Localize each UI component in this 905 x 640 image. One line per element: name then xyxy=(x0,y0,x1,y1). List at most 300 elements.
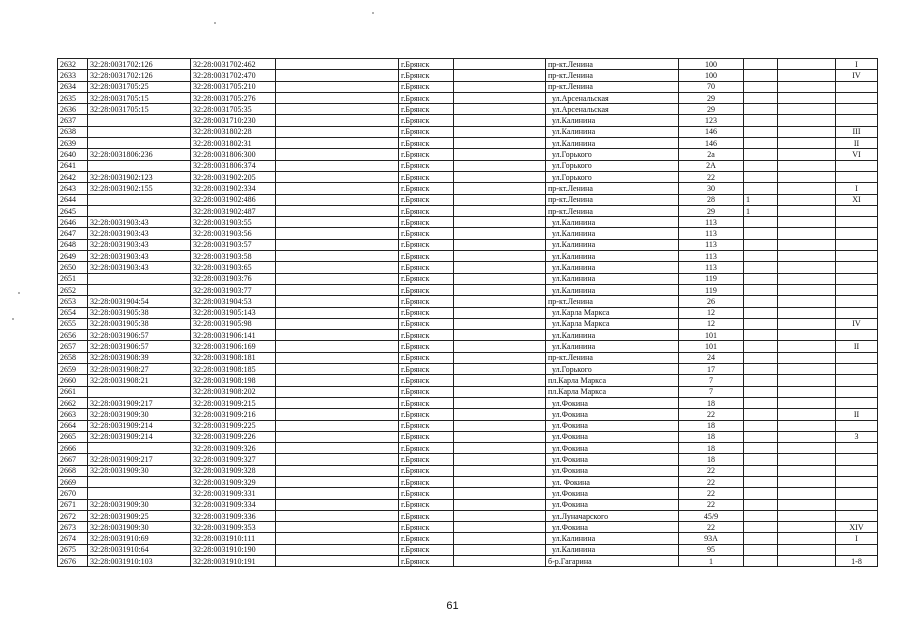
cadastral-number-cell: 32:28:0031909:326 xyxy=(191,443,276,454)
building-number-cell xyxy=(744,296,778,307)
premises-number-cell xyxy=(836,544,878,555)
empty-cell-cell xyxy=(454,544,546,555)
empty-cell-cell xyxy=(276,409,399,420)
table-row xyxy=(58,510,878,521)
parent-cadastral-number-cell: 32:28:0031909:30 xyxy=(88,465,191,476)
empty-cell-cell xyxy=(454,115,546,126)
row-number-cell: 2644 xyxy=(58,194,88,205)
city-cell: г.Брянск xyxy=(399,205,454,216)
empty-cell-cell xyxy=(454,556,546,567)
street-cell: пр-кт.Ленина xyxy=(546,205,679,216)
cadastral-number-cell: 32:28:0031702:470 xyxy=(191,70,276,81)
row-number-cell: 2639 xyxy=(58,138,88,149)
parent-cadastral-number-cell: 32:28:0031909:30 xyxy=(88,499,191,510)
parent-cadastral-number-cell xyxy=(88,443,191,454)
empty-cell-cell xyxy=(454,160,546,171)
empty-cell-cell xyxy=(454,533,546,544)
empty-cell-cell xyxy=(778,533,836,544)
parent-cadastral-number-cell xyxy=(88,273,191,284)
city-cell: г.Брянск xyxy=(399,194,454,205)
house-number-cell: 146 xyxy=(679,138,744,149)
parent-cadastral-number-cell: 32:28:0031909:25 xyxy=(88,510,191,521)
empty-cell-cell xyxy=(276,138,399,149)
street-cell: ул.Фокина xyxy=(546,454,679,465)
row-number-cell: 2635 xyxy=(58,92,88,103)
cadastral-number-cell: 32:28:0031909:334 xyxy=(191,499,276,510)
building-number-cell xyxy=(744,352,778,363)
cadastral-number-cell: 32:28:0031903:55 xyxy=(191,217,276,228)
parent-cadastral-number-cell: 32:28:0031903:43 xyxy=(88,228,191,239)
premises-number-cell xyxy=(836,386,878,397)
table-row xyxy=(58,465,878,476)
house-number-cell: 1 xyxy=(679,556,744,567)
building-number-cell xyxy=(744,420,778,431)
parent-cadastral-number-cell: 32:28:0031705:25 xyxy=(88,81,191,92)
row-number-cell: 2668 xyxy=(58,465,88,476)
city-cell: г.Брянск xyxy=(399,341,454,352)
building-number-cell xyxy=(744,341,778,352)
premises-number-cell: IV xyxy=(836,70,878,81)
empty-cell-cell xyxy=(454,171,546,182)
table-row xyxy=(58,115,878,126)
street-cell: ул.Карла Маркса xyxy=(546,318,679,329)
page-number: 61 xyxy=(446,600,459,612)
row-number-cell: 2634 xyxy=(58,81,88,92)
row-number-cell: 2659 xyxy=(58,364,88,375)
cadastral-number-cell: 32:28:0031902:486 xyxy=(191,194,276,205)
building-number-cell xyxy=(744,262,778,273)
city-cell: г.Брянск xyxy=(399,318,454,329)
house-number-cell: 29 xyxy=(679,92,744,103)
empty-cell-cell xyxy=(778,409,836,420)
parent-cadastral-number-cell: 32:28:0031902:123 xyxy=(88,171,191,182)
empty-cell-cell xyxy=(778,397,836,408)
cadastral-number-cell: 32:28:0031806:300 xyxy=(191,149,276,160)
building-number-cell xyxy=(744,454,778,465)
row-number-cell: 2637 xyxy=(58,115,88,126)
house-number-cell: 29 xyxy=(679,205,744,216)
street-cell: ул.Арсенальская xyxy=(546,92,679,103)
building-number-cell xyxy=(744,228,778,239)
cadastral-number-cell: 32:28:0031909:329 xyxy=(191,476,276,487)
parent-cadastral-number-cell: 32:28:0031909:30 xyxy=(88,409,191,420)
row-number-cell: 2642 xyxy=(58,171,88,182)
cadastral-number-cell: 32:28:0031906:141 xyxy=(191,330,276,341)
city-cell: г.Брянск xyxy=(399,104,454,115)
parent-cadastral-number-cell: 32:28:0031903:43 xyxy=(88,239,191,250)
city-cell: г.Брянск xyxy=(399,375,454,386)
table-row xyxy=(58,375,878,386)
empty-cell-cell xyxy=(454,273,546,284)
empty-cell-cell xyxy=(454,341,546,352)
row-number-cell: 2643 xyxy=(58,183,88,194)
premises-number-cell: II xyxy=(836,138,878,149)
city-cell: г.Брянск xyxy=(399,420,454,431)
house-number-cell: 70 xyxy=(679,81,744,92)
cadastral-number-cell: 32:28:0031909:353 xyxy=(191,522,276,533)
empty-cell-cell xyxy=(454,92,546,103)
premises-number-cell xyxy=(836,273,878,284)
city-cell: г.Брянск xyxy=(399,488,454,499)
house-number-cell: 30 xyxy=(679,183,744,194)
premises-number-cell xyxy=(836,364,878,375)
street-cell: ул.Фокина xyxy=(546,465,679,476)
empty-cell-cell xyxy=(778,194,836,205)
empty-cell-cell xyxy=(778,352,836,363)
street-cell: ул.Калинина xyxy=(546,262,679,273)
table-row xyxy=(58,499,878,510)
parent-cadastral-number-cell: 32:28:0031905:38 xyxy=(88,307,191,318)
premises-number-cell xyxy=(836,488,878,499)
city-cell: г.Брянск xyxy=(399,138,454,149)
row-number-cell: 2661 xyxy=(58,386,88,397)
house-number-cell: 18 xyxy=(679,443,744,454)
empty-cell-cell xyxy=(276,522,399,533)
parent-cadastral-number-cell: 32:28:0031705:15 xyxy=(88,92,191,103)
empty-cell-cell xyxy=(454,476,546,487)
cadastral-number-cell: 32:28:0031905:143 xyxy=(191,307,276,318)
empty-cell-cell xyxy=(778,443,836,454)
row-number-cell: 2672 xyxy=(58,510,88,521)
house-number-cell: 28 xyxy=(679,194,744,205)
cadastral-number-cell: 32:28:0031903:65 xyxy=(191,262,276,273)
parent-cadastral-number-cell xyxy=(88,488,191,499)
parent-cadastral-number-cell xyxy=(88,115,191,126)
parent-cadastral-number-cell: 32:28:0031909:214 xyxy=(88,420,191,431)
city-cell: г.Брянск xyxy=(399,533,454,544)
empty-cell-cell xyxy=(276,364,399,375)
building-number-cell xyxy=(744,183,778,194)
empty-cell-cell xyxy=(778,160,836,171)
empty-cell-cell xyxy=(276,454,399,465)
street-cell: ул.Горького xyxy=(546,160,679,171)
house-number-cell: 101 xyxy=(679,341,744,352)
house-number-cell: 100 xyxy=(679,59,744,70)
empty-cell-cell xyxy=(276,81,399,92)
empty-cell-cell xyxy=(454,307,546,318)
empty-cell-cell xyxy=(454,194,546,205)
street-cell: ул.Калинина xyxy=(546,544,679,555)
street-cell: ул.Горького xyxy=(546,364,679,375)
row-number-cell: 2673 xyxy=(58,522,88,533)
city-cell: г.Брянск xyxy=(399,171,454,182)
empty-cell-cell xyxy=(276,251,399,262)
street-cell: ул.Фокина xyxy=(546,522,679,533)
street-cell: ул.Фокина xyxy=(546,499,679,510)
scan-speck xyxy=(372,12,374,14)
cadastral-number-cell: 32:28:0031909:225 xyxy=(191,420,276,431)
cadastral-number-cell: 32:28:0031902:205 xyxy=(191,171,276,182)
house-number-cell: 2А xyxy=(679,160,744,171)
premises-number-cell xyxy=(836,330,878,341)
street-cell: пр-кт.Ленина xyxy=(546,296,679,307)
row-number-cell: 2638 xyxy=(58,126,88,137)
street-cell: ул.Калинина xyxy=(546,217,679,228)
premises-number-cell xyxy=(836,296,878,307)
empty-cell-cell xyxy=(276,217,399,228)
city-cell: г.Брянск xyxy=(399,149,454,160)
city-cell: г.Брянск xyxy=(399,352,454,363)
parent-cadastral-number-cell xyxy=(88,126,191,137)
row-number-cell: 2675 xyxy=(58,544,88,555)
house-number-cell: 113 xyxy=(679,239,744,250)
row-number-cell: 2640 xyxy=(58,149,88,160)
empty-cell-cell xyxy=(778,431,836,442)
building-number-cell: 1 xyxy=(744,205,778,216)
empty-cell-cell xyxy=(778,59,836,70)
empty-cell-cell xyxy=(778,544,836,555)
empty-cell-cell xyxy=(276,284,399,295)
building-number-cell xyxy=(744,273,778,284)
house-number-cell: 22 xyxy=(679,465,744,476)
house-number-cell: 12 xyxy=(679,307,744,318)
parent-cadastral-number-cell: 32:28:0031908:27 xyxy=(88,364,191,375)
cadastral-number-cell: 32:28:0031909:226 xyxy=(191,431,276,442)
building-number-cell xyxy=(744,533,778,544)
building-number-cell xyxy=(744,318,778,329)
row-number-cell: 2666 xyxy=(58,443,88,454)
scan-speck xyxy=(12,318,14,320)
street-cell: ул.Фокина xyxy=(546,443,679,454)
parent-cadastral-number-cell: 32:28:0031908:39 xyxy=(88,352,191,363)
parent-cadastral-number-cell: 32:28:0031903:43 xyxy=(88,251,191,262)
table-row xyxy=(58,420,878,431)
empty-cell-cell xyxy=(276,115,399,126)
street-cell: пр-кт.Ленина xyxy=(546,70,679,81)
table-row xyxy=(58,70,878,81)
premises-number-cell xyxy=(836,307,878,318)
empty-cell-cell xyxy=(778,318,836,329)
cadastral-number-cell: 32:28:0031909:328 xyxy=(191,465,276,476)
empty-cell-cell xyxy=(454,330,546,341)
empty-cell-cell xyxy=(454,488,546,499)
premises-number-cell xyxy=(836,476,878,487)
row-number-cell: 2662 xyxy=(58,397,88,408)
house-number-cell: 12 xyxy=(679,318,744,329)
empty-cell-cell xyxy=(454,183,546,194)
street-cell: пр-кт.Ленина xyxy=(546,352,679,363)
city-cell: г.Брянск xyxy=(399,476,454,487)
row-number-cell: 2660 xyxy=(58,375,88,386)
premises-number-cell xyxy=(836,228,878,239)
street-cell: пр-кт.Ленина xyxy=(546,59,679,70)
empty-cell-cell xyxy=(454,70,546,81)
city-cell: г.Брянск xyxy=(399,330,454,341)
empty-cell-cell xyxy=(276,397,399,408)
street-cell: ул.Калинина xyxy=(546,533,679,544)
premises-number-cell xyxy=(836,375,878,386)
empty-cell-cell xyxy=(778,262,836,273)
building-number-cell xyxy=(744,70,778,81)
street-cell: ул.Калинина xyxy=(546,126,679,137)
city-cell: г.Брянск xyxy=(399,510,454,521)
parent-cadastral-number-cell: 32:28:0031906:57 xyxy=(88,330,191,341)
table-row xyxy=(58,262,878,273)
building-number-cell xyxy=(744,251,778,262)
premises-number-cell: II xyxy=(836,341,878,352)
cadastral-number-cell: 32:28:0031909:327 xyxy=(191,454,276,465)
table-row xyxy=(58,126,878,137)
table-row xyxy=(58,522,878,533)
empty-cell-cell xyxy=(276,296,399,307)
city-cell: г.Брянск xyxy=(399,126,454,137)
table-row xyxy=(58,386,878,397)
table-row xyxy=(58,397,878,408)
table-row xyxy=(58,431,878,442)
premises-number-cell xyxy=(836,443,878,454)
empty-cell-cell xyxy=(454,409,546,420)
cadastral-number-cell: 32:28:0031902:487 xyxy=(191,205,276,216)
premises-number-cell: I xyxy=(836,533,878,544)
row-number-cell: 2669 xyxy=(58,476,88,487)
house-number-cell: 24 xyxy=(679,352,744,363)
empty-cell-cell xyxy=(276,171,399,182)
parent-cadastral-number-cell xyxy=(88,386,191,397)
city-cell: г.Брянск xyxy=(399,397,454,408)
empty-cell-cell xyxy=(276,499,399,510)
row-number-cell: 2652 xyxy=(58,284,88,295)
premises-number-cell xyxy=(836,239,878,250)
parent-cadastral-number-cell xyxy=(88,284,191,295)
empty-cell-cell xyxy=(454,397,546,408)
empty-cell-cell xyxy=(778,375,836,386)
registry-table-container xyxy=(57,58,878,567)
empty-cell-cell xyxy=(454,104,546,115)
cadastral-number-cell: 32:28:0031710:230 xyxy=(191,115,276,126)
city-cell: г.Брянск xyxy=(399,92,454,103)
table-row xyxy=(58,171,878,182)
city-cell: г.Брянск xyxy=(399,443,454,454)
empty-cell-cell xyxy=(454,386,546,397)
street-cell: пр-кт.Ленина xyxy=(546,183,679,194)
cadastral-number-cell: 32:28:0031908:185 xyxy=(191,364,276,375)
building-number-cell xyxy=(744,284,778,295)
city-cell: г.Брянск xyxy=(399,217,454,228)
building-number-cell xyxy=(744,330,778,341)
scan-speck xyxy=(18,292,20,294)
cadastral-number-cell: 32:28:0031910:190 xyxy=(191,544,276,555)
empty-cell-cell xyxy=(276,420,399,431)
house-number-cell: 22 xyxy=(679,499,744,510)
cadastral-number-cell: 32:28:0031909:216 xyxy=(191,409,276,420)
empty-cell-cell xyxy=(454,510,546,521)
parent-cadastral-number-cell: 32:28:0031909:217 xyxy=(88,397,191,408)
house-number-cell: 113 xyxy=(679,262,744,273)
empty-cell-cell xyxy=(276,70,399,81)
street-cell: ул.Горького xyxy=(546,171,679,182)
empty-cell-cell xyxy=(454,296,546,307)
empty-cell-cell xyxy=(276,386,399,397)
premises-number-cell xyxy=(836,262,878,273)
building-number-cell xyxy=(744,443,778,454)
registry-table-body xyxy=(58,59,878,567)
empty-cell-cell xyxy=(778,183,836,194)
city-cell: г.Брянск xyxy=(399,115,454,126)
row-number-cell: 2646 xyxy=(58,217,88,228)
house-number-cell: 26 xyxy=(679,296,744,307)
house-number-cell: 22 xyxy=(679,488,744,499)
row-number-cell: 2654 xyxy=(58,307,88,318)
empty-cell-cell xyxy=(454,443,546,454)
building-number-cell xyxy=(744,239,778,250)
empty-cell-cell xyxy=(778,115,836,126)
cadastral-number-cell: 32:28:0031902:334 xyxy=(191,183,276,194)
empty-cell-cell xyxy=(778,522,836,533)
premises-number-cell: I xyxy=(836,183,878,194)
empty-cell-cell xyxy=(778,217,836,228)
empty-cell-cell xyxy=(454,138,546,149)
parent-cadastral-number-cell: 32:28:0031910:103 xyxy=(88,556,191,567)
empty-cell-cell xyxy=(778,296,836,307)
empty-cell-cell xyxy=(276,59,399,70)
empty-cell-cell xyxy=(454,205,546,216)
street-cell: ул.Фокина xyxy=(546,488,679,499)
premises-number-cell xyxy=(836,284,878,295)
row-number-cell: 2670 xyxy=(58,488,88,499)
building-number-cell xyxy=(744,476,778,487)
city-cell: г.Брянск xyxy=(399,228,454,239)
empty-cell-cell xyxy=(454,375,546,386)
building-number-cell xyxy=(744,138,778,149)
empty-cell-cell xyxy=(778,454,836,465)
row-number-cell: 2674 xyxy=(58,533,88,544)
building-number-cell xyxy=(744,171,778,182)
house-number-cell: 113 xyxy=(679,251,744,262)
parent-cadastral-number-cell: 32:28:0031909:30 xyxy=(88,522,191,533)
empty-cell-cell xyxy=(454,59,546,70)
empty-cell-cell xyxy=(276,104,399,115)
empty-cell-cell xyxy=(276,262,399,273)
city-cell: г.Брянск xyxy=(399,386,454,397)
parent-cadastral-number-cell: 32:28:0031909:214 xyxy=(88,431,191,442)
empty-cell-cell xyxy=(454,420,546,431)
city-cell: г.Брянск xyxy=(399,465,454,476)
parent-cadastral-number-cell: 32:28:0031905:38 xyxy=(88,318,191,329)
empty-cell-cell xyxy=(454,262,546,273)
premises-number-cell xyxy=(836,465,878,476)
house-number-cell: 101 xyxy=(679,330,744,341)
empty-cell-cell xyxy=(276,443,399,454)
street-cell: ул.Фокина xyxy=(546,397,679,408)
premises-number-cell: 1-8 xyxy=(836,556,878,567)
table-row xyxy=(58,352,878,363)
house-number-cell: 22 xyxy=(679,522,744,533)
street-cell: ул.Луначарского xyxy=(546,510,679,521)
table-row xyxy=(58,138,878,149)
parent-cadastral-number-cell: 32:28:0031904:54 xyxy=(88,296,191,307)
building-number-cell xyxy=(744,544,778,555)
parent-cadastral-number-cell: 32:28:0031902:155 xyxy=(88,183,191,194)
premises-number-cell: IV xyxy=(836,318,878,329)
empty-cell-cell xyxy=(276,194,399,205)
empty-cell-cell xyxy=(778,171,836,182)
empty-cell-cell xyxy=(454,522,546,533)
street-cell: пр-кт.Ленина xyxy=(546,194,679,205)
table-row xyxy=(58,454,878,465)
cadastral-number-cell: 32:28:0031903:56 xyxy=(191,228,276,239)
premises-number-cell: I xyxy=(836,59,878,70)
parent-cadastral-number-cell: 32:28:0031702:126 xyxy=(88,70,191,81)
empty-cell-cell xyxy=(454,239,546,250)
premises-number-cell xyxy=(836,160,878,171)
row-number-cell: 2647 xyxy=(58,228,88,239)
row-number-cell: 2632 xyxy=(58,59,88,70)
building-number-cell xyxy=(744,499,778,510)
empty-cell-cell xyxy=(778,104,836,115)
table-row xyxy=(58,183,878,194)
empty-cell-cell xyxy=(778,386,836,397)
table-row xyxy=(58,341,878,352)
